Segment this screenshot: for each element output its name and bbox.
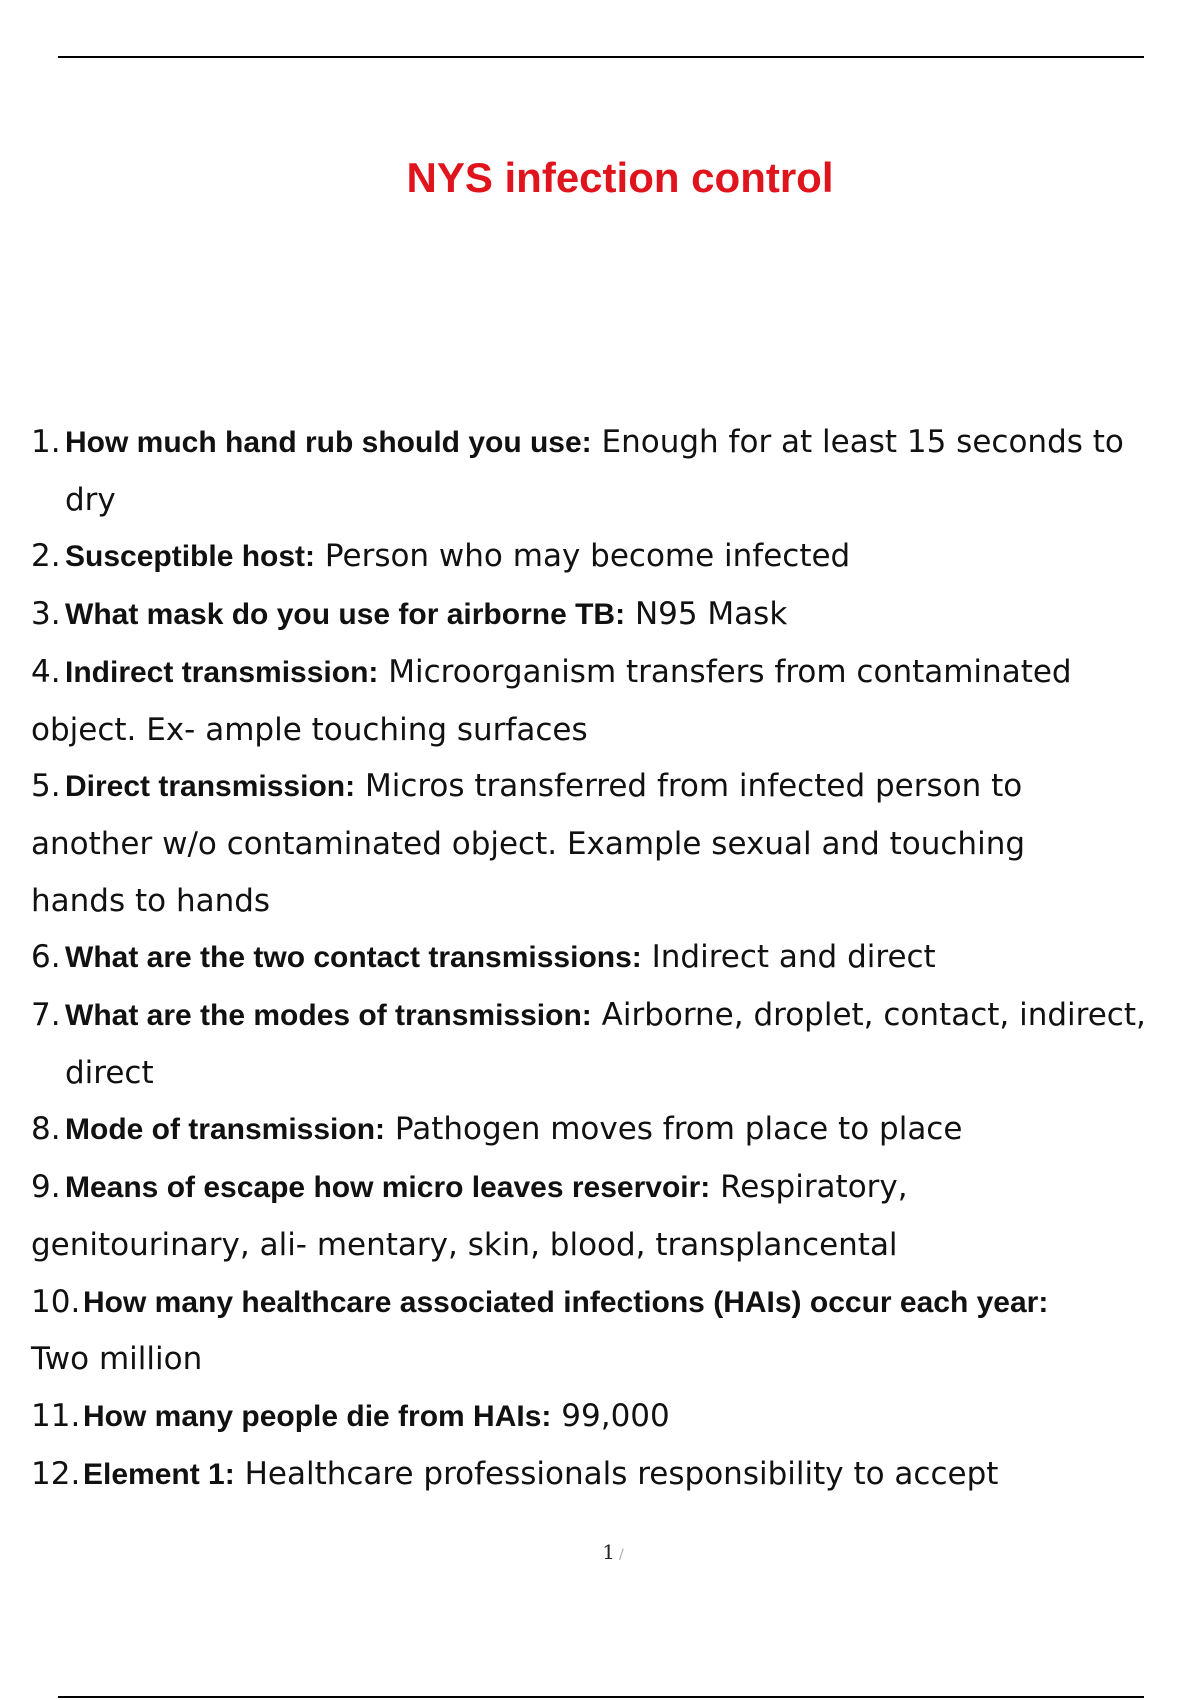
item-answer: Microorganism transfers from contaminated: [388, 653, 1072, 690]
item-answer: Enough for at least 15 seconds to: [601, 424, 1124, 460]
item-number: 8.: [31, 1111, 61, 1148]
item-number: 3.: [31, 596, 61, 633]
page-number: [0, 1540, 1200, 1564]
qa-list: [31, 414, 1200, 1503]
list-item: [31, 1388, 1200, 1446]
list-item-continuation: [31, 873, 1200, 930]
item-number: 6.: [31, 939, 61, 976]
item-question: Direct transmission:: [65, 770, 356, 804]
list-item: [31, 586, 1200, 644]
item-question: Element 1:: [83, 1457, 235, 1491]
item-answer: object. Ex- ample touching surfaces: [31, 711, 588, 748]
item-number: 9.: [31, 1169, 61, 1206]
list-item: [31, 1159, 1200, 1217]
item-answer: Two million: [31, 1341, 203, 1378]
page-title: NYS infection control: [406, 154, 834, 201]
item-answer: Pathogen moves from place to place: [394, 1111, 963, 1148]
item-question: How much hand rub should you use:: [65, 426, 592, 459]
item-question: What are the modes of transmission:: [65, 999, 592, 1033]
item-question: How many healthcare associated infections (HAIs) occur each year:: [83, 1285, 1049, 1319]
item-answer: direct: [65, 1054, 154, 1091]
item-answer: 99,000: [561, 1397, 670, 1434]
item-number: 2.: [31, 538, 61, 575]
item-number: 4.: [31, 653, 61, 690]
item-question: How many people die from HAIs:: [83, 1399, 552, 1433]
item-question: Means of escape how micro leaves reservoir:: [65, 1171, 711, 1205]
item-question: What mask do you use for airborne TB:: [65, 598, 626, 632]
list-item-continuation: [31, 1045, 1200, 1102]
list-item: [31, 414, 1200, 472]
top-rule: [58, 56, 1144, 58]
item-question: Indirect transmission:: [65, 655, 379, 689]
list-item-continuation: [31, 472, 1200, 529]
list-item: [31, 929, 1200, 987]
list-item: [31, 1446, 1200, 1504]
item-number: 5.: [31, 768, 61, 805]
list-item: [31, 1274, 1200, 1332]
page-number-value: 1: [602, 1540, 615, 1564]
item-number: 12.: [31, 1455, 81, 1492]
bottom-rule: [58, 1696, 1144, 1698]
item-answer: dry: [65, 481, 116, 518]
item-answer: Healthcare professionals responsibility to accept: [244, 1455, 999, 1492]
item-answer: hands to hands: [31, 882, 271, 919]
list-item: [31, 758, 1200, 816]
list-item-continuation: [31, 816, 1200, 873]
item-answer: N95 Mask: [634, 596, 788, 633]
item-answer: genitourinary, ali- mentary, skin, blood, transplancental: [31, 1226, 898, 1263]
item-answer: Indirect and direct: [651, 939, 936, 976]
item-answer: Person who may become infected: [324, 538, 851, 575]
list-item-continuation: [31, 1217, 1200, 1274]
item-number: 1.: [31, 424, 61, 460]
list-item: [31, 987, 1200, 1045]
item-number: 10.: [31, 1283, 81, 1320]
item-answer: Respiratory,: [720, 1169, 908, 1206]
item-answer: another w/o contaminated object. Example sexual and touching: [31, 825, 1026, 862]
list-item: [31, 1101, 1200, 1159]
item-question: What are the two contact transmissions:: [65, 941, 642, 975]
page-number-separator: /: [619, 1547, 624, 1563]
item-answer: Airborne, droplet, contact, indirect,: [601, 997, 1146, 1034]
list-item: [31, 528, 1200, 586]
item-number: 11.: [31, 1397, 81, 1434]
item-answer: Micros transferred from infected person to: [364, 768, 1023, 805]
item-number: 7.: [31, 997, 61, 1034]
list-item: [31, 644, 1200, 702]
list-item-continuation: [31, 1331, 1200, 1388]
item-question: Mode of transmission:: [65, 1113, 386, 1147]
list-item-continuation: [31, 702, 1200, 759]
item-question: Susceptible host:: [65, 540, 316, 574]
